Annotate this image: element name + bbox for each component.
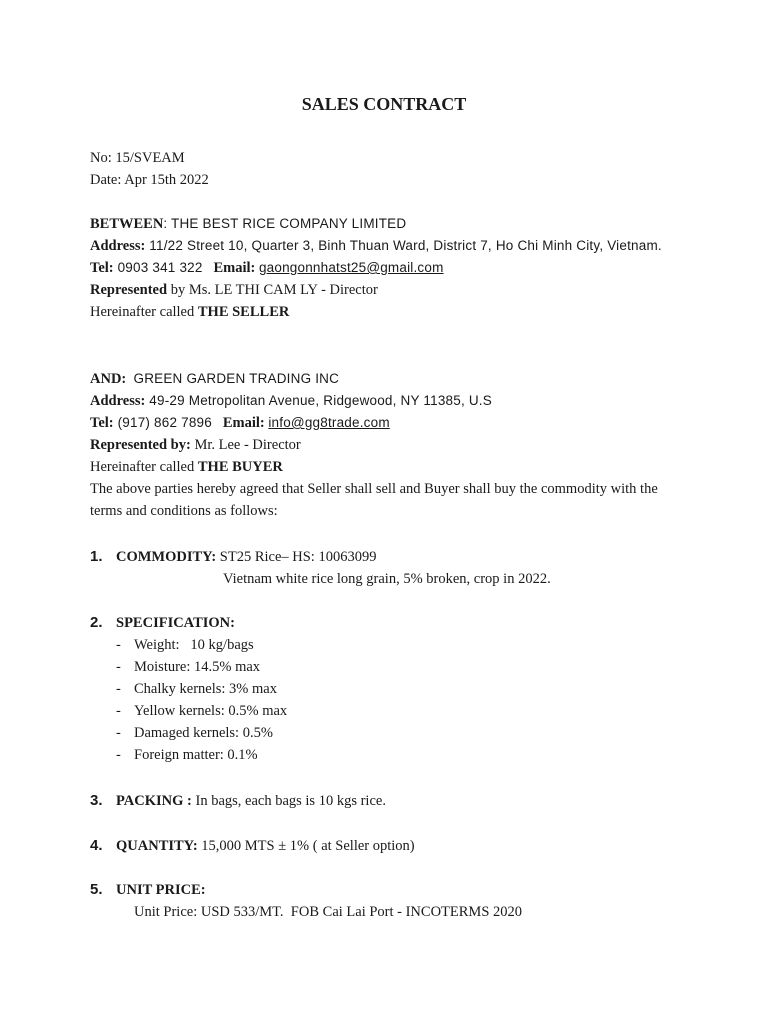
list-item	[116, 678, 690, 700]
section-number: 5.	[90, 881, 103, 898]
seller-represented-label: Represented	[90, 282, 168, 298]
commodity-heading	[90, 546, 690, 568]
list-item	[116, 634, 690, 656]
spec-weight: Weight: 10 kg/bags	[134, 637, 254, 653]
seller-hereinafter-line	[90, 301, 690, 323]
section-number: 4.	[90, 837, 103, 854]
packing-value: In bags, each bags is 10 kgs rice.	[191, 793, 386, 809]
buyer-company-name: GREEN GARDEN TRADING INC	[133, 371, 340, 386]
section-commodity	[90, 546, 690, 590]
quantity-value: 15,000 MTS ± 1% ( at Seller option)	[197, 838, 415, 854]
list-item	[116, 722, 690, 744]
seller-represented-line	[90, 279, 690, 301]
seller-address-value: 11/22 Street 10, Quarter 3, Binh Thuan Ward, District 7, Ho Chi Minh City, Vietnam.	[145, 238, 662, 253]
section-quantity	[90, 835, 690, 857]
buyer-address-value: 49-29 Metropolitan Avenue, Ridgewood, NY 11385, U.S	[145, 393, 492, 408]
unit-price-detail: Unit Price: USD 533/MT. FOB Cai Lai Port - INCOTERMS 2020	[134, 904, 523, 920]
unit-price-label: UNIT PRICE:	[116, 882, 206, 898]
contract-date: Date: Apr 15th 2022	[90, 172, 209, 188]
buyer-hereinafter-line	[90, 456, 690, 478]
list-item	[116, 744, 690, 766]
quantity-label: QUANTITY:	[116, 838, 198, 854]
buyer-address-label: Address:	[90, 393, 146, 409]
between-label: BETWEEN	[90, 216, 164, 232]
section-number: 2.	[90, 614, 103, 631]
section-specification	[90, 612, 690, 766]
buyer-tel-value: (917) 862 7896	[113, 415, 212, 430]
document-title: SALES CONTRACT	[301, 94, 467, 114]
list-item	[116, 700, 690, 722]
packing-heading	[90, 790, 690, 812]
unit-price-heading	[90, 879, 690, 901]
spec-damaged-kernels: Damaged kernels: 0.5%	[134, 725, 273, 741]
contract-header	[90, 147, 690, 191]
list-dash: -	[116, 703, 121, 719]
seller-between-line	[90, 213, 690, 235]
section-unit-price	[90, 879, 690, 923]
spec-moisture: Moisture: 14.5% max	[134, 659, 261, 675]
section-number: 1.	[90, 548, 103, 565]
list-item	[116, 656, 690, 678]
buyer-represented-value: Mr. Lee - Director	[190, 437, 301, 453]
quantity-heading	[90, 835, 690, 857]
commodity-value: ST25 Rice– HS: 10063099	[216, 549, 377, 565]
specification-heading	[90, 612, 690, 634]
buyer-represented-line	[90, 434, 690, 456]
seller-role: THE SELLER	[197, 304, 290, 320]
seller-contact-line	[90, 257, 690, 279]
seller-tel-value: 0903 341 322	[113, 260, 203, 275]
list-dash: -	[116, 637, 121, 653]
list-dash: -	[116, 659, 121, 675]
agreement-paragraph: The above parties hereby agreed that Seller shall sell and Buyer shall buy the commodity with the terms and conditions as follows:	[90, 481, 658, 519]
buyer-and-line	[90, 368, 690, 390]
seller-email-label: Email:	[213, 260, 256, 276]
buyer-address-line	[90, 390, 690, 412]
contract-number: No: 15/SVEAM	[90, 150, 185, 166]
spec-chalky-kernels: Chalky kernels: 3% max	[134, 681, 277, 697]
specification-list	[90, 634, 690, 766]
list-dash: -	[116, 681, 121, 697]
buyer-block	[90, 368, 690, 522]
buyer-email-label: Email:	[222, 415, 265, 431]
commodity-label: COMMODITY:	[116, 549, 217, 565]
seller-address-line	[90, 235, 690, 257]
seller-hereinafter-text: Hereinafter called	[90, 304, 198, 320]
seller-email-link[interactable]: gaongonnhatst25@gmail.com	[258, 260, 444, 275]
spec-yellow-kernels: Yellow kernels: 0.5% max	[134, 703, 288, 719]
section-number: 3.	[90, 792, 103, 809]
buyer-role: THE BUYER	[197, 459, 283, 475]
commodity-detail: Vietnam white rice long grain, 5% broken, crop in 2022.	[223, 571, 551, 587]
buyer-tel-label: Tel:	[90, 415, 114, 431]
seller-block	[90, 213, 690, 323]
packing-label: PACKING :	[116, 793, 192, 809]
seller-represented-value: by Ms. LE THI CAM LY - Director	[167, 282, 378, 298]
specification-label: SPECIFICATION:	[116, 615, 235, 631]
list-dash: -	[116, 747, 121, 763]
buyer-email-link[interactable]: info@gg8trade.com	[268, 415, 390, 430]
seller-address-label: Address:	[90, 238, 146, 254]
buyer-contact-line	[90, 412, 690, 434]
seller-tel-label: Tel:	[90, 260, 114, 276]
buyer-hereinafter-text: Hereinafter called	[90, 459, 198, 475]
spec-foreign-matter: Foreign matter: 0.1%	[134, 747, 258, 763]
buyer-represented-label: Represented by:	[90, 437, 191, 453]
seller-company-name: : THE BEST RICE COMPANY LIMITED	[163, 216, 407, 231]
list-dash: -	[116, 725, 121, 741]
and-label: AND:	[90, 371, 127, 387]
section-packing	[90, 790, 690, 812]
